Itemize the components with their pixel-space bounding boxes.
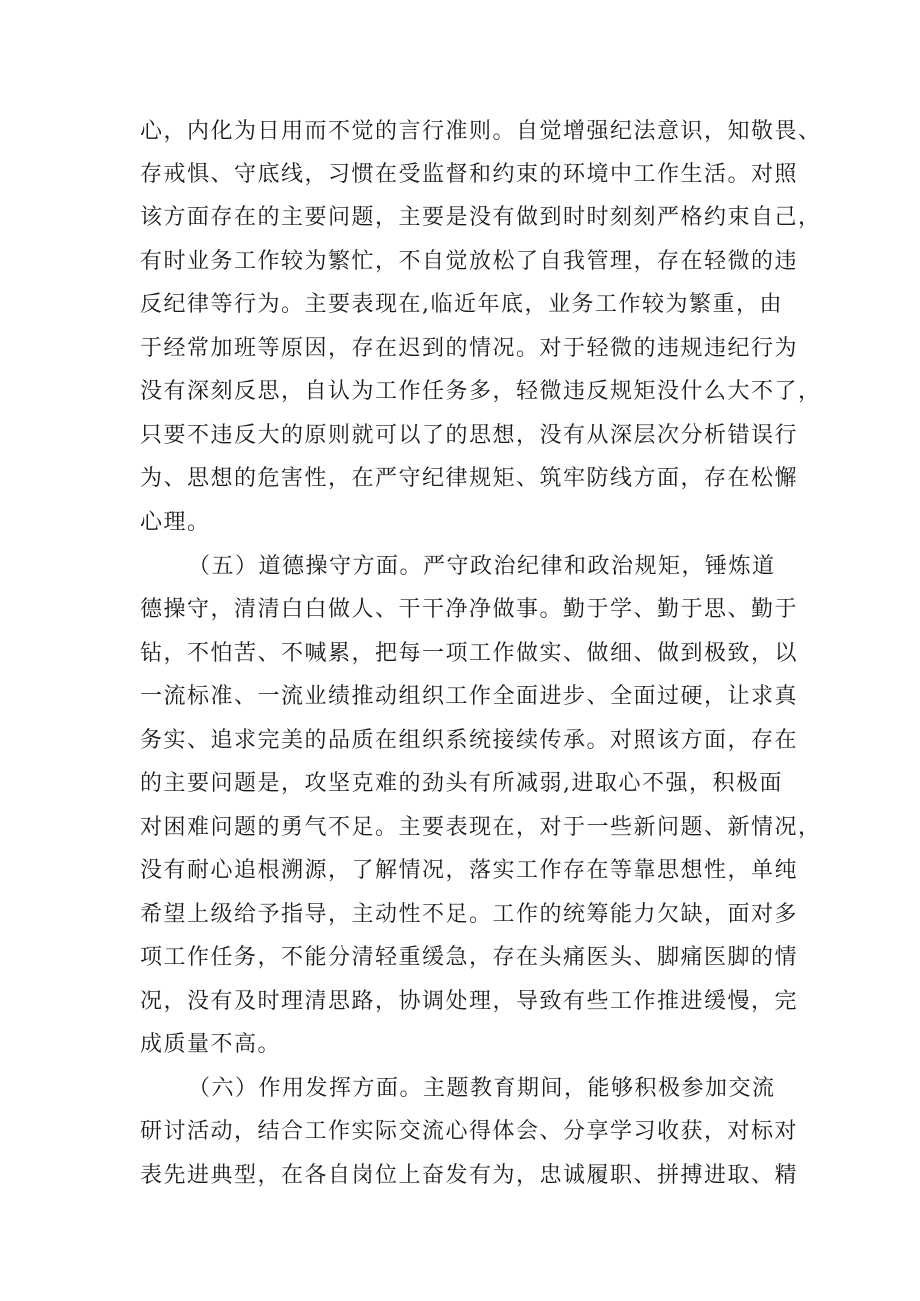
section-heading-line: （五）道德操守方面。严守政治纪律和政治规矩，锤炼道 xyxy=(188,554,776,579)
text-line: 成质量不高。 xyxy=(140,1032,282,1057)
text-line: 况，没有及时理清思路，协调处理，导致有些工作推进缓慢，完 xyxy=(140,989,799,1014)
text-line: 该方面存在的主要问题，主要是没有做到时时刻刻严格约束自己， xyxy=(140,205,822,230)
text-line: 研讨活动，结合工作实际交流心得体会、分享学习收获，对标对 xyxy=(140,1119,799,1144)
text-line: 对困难问题的勇气不足。主要表现在，对于一些新问题、新情况， xyxy=(140,815,822,840)
text-line: 希望上级给予指导，主动性不足。工作的统筹能力欠缺，面对多 xyxy=(140,902,799,927)
text-line: 表先进典型，在各自岗位上奋发有为，忠诚履职、拼搏进取、精 xyxy=(140,1163,799,1188)
text-line: 为、思想的危害性，在严守纪律规矩、筑牢防线方面，存在松懈 xyxy=(140,466,799,491)
text-line: 没有耐心追根溯源，了解情况，落实工作存在等靠思想性，单纯 xyxy=(140,858,799,883)
text-line: 心理。 xyxy=(140,510,211,535)
text-line: 的主要问题是，攻坚克难的劲头有所减弱,进取心不强，积极面 xyxy=(140,771,783,796)
text-line: 于经常加班等原因，存在迟到的情况。对于轻微的违规违纪行为 xyxy=(140,336,799,361)
text-line: 只要不违反大的原则就可以了的思想，没有从深层次分析错误行 xyxy=(140,423,799,448)
text-line: 务实、追求完美的品质在组织系统接续传承。对照该方面，存在 xyxy=(140,728,799,753)
text-line: 一流标准、一流业绩推动组织工作全面进步、全面过硬，让求真 xyxy=(140,684,799,709)
text-line: 钻，不怕苦、不喊累，把每一项工作做实、做细、做到极致，以 xyxy=(140,641,799,666)
text-line: 项工作任务，不能分清轻重缓急，存在头痛医头、脚痛医脚的情 xyxy=(140,945,799,970)
text-line: 德操守，清清白白做人、干干净净做事。勤于学、勤于思、勤于 xyxy=(140,597,799,622)
text-line: 没有深刻反思，自认为工作任务多，轻微违反规矩没什么大不了， xyxy=(140,379,822,404)
text-line: 反纪律等行为。主要表现在,临近年底，业务工作较为繁重，由 xyxy=(140,292,783,317)
text-line: 心，内化为日用而不觉的言行准则。自觉增强纪法意识，知敬畏、 xyxy=(140,119,822,144)
text-line: 存戒惧、守底线，习惯在受监督和约束的环境中工作生活。对照 xyxy=(140,162,799,187)
section-heading-line: （六）作用发挥方面。主题教育期间，能够积极参加交流 xyxy=(188,1076,776,1101)
text-line: 有时业务工作较为繁忙，不自觉放松了自我管理，存在轻微的违 xyxy=(140,249,799,274)
